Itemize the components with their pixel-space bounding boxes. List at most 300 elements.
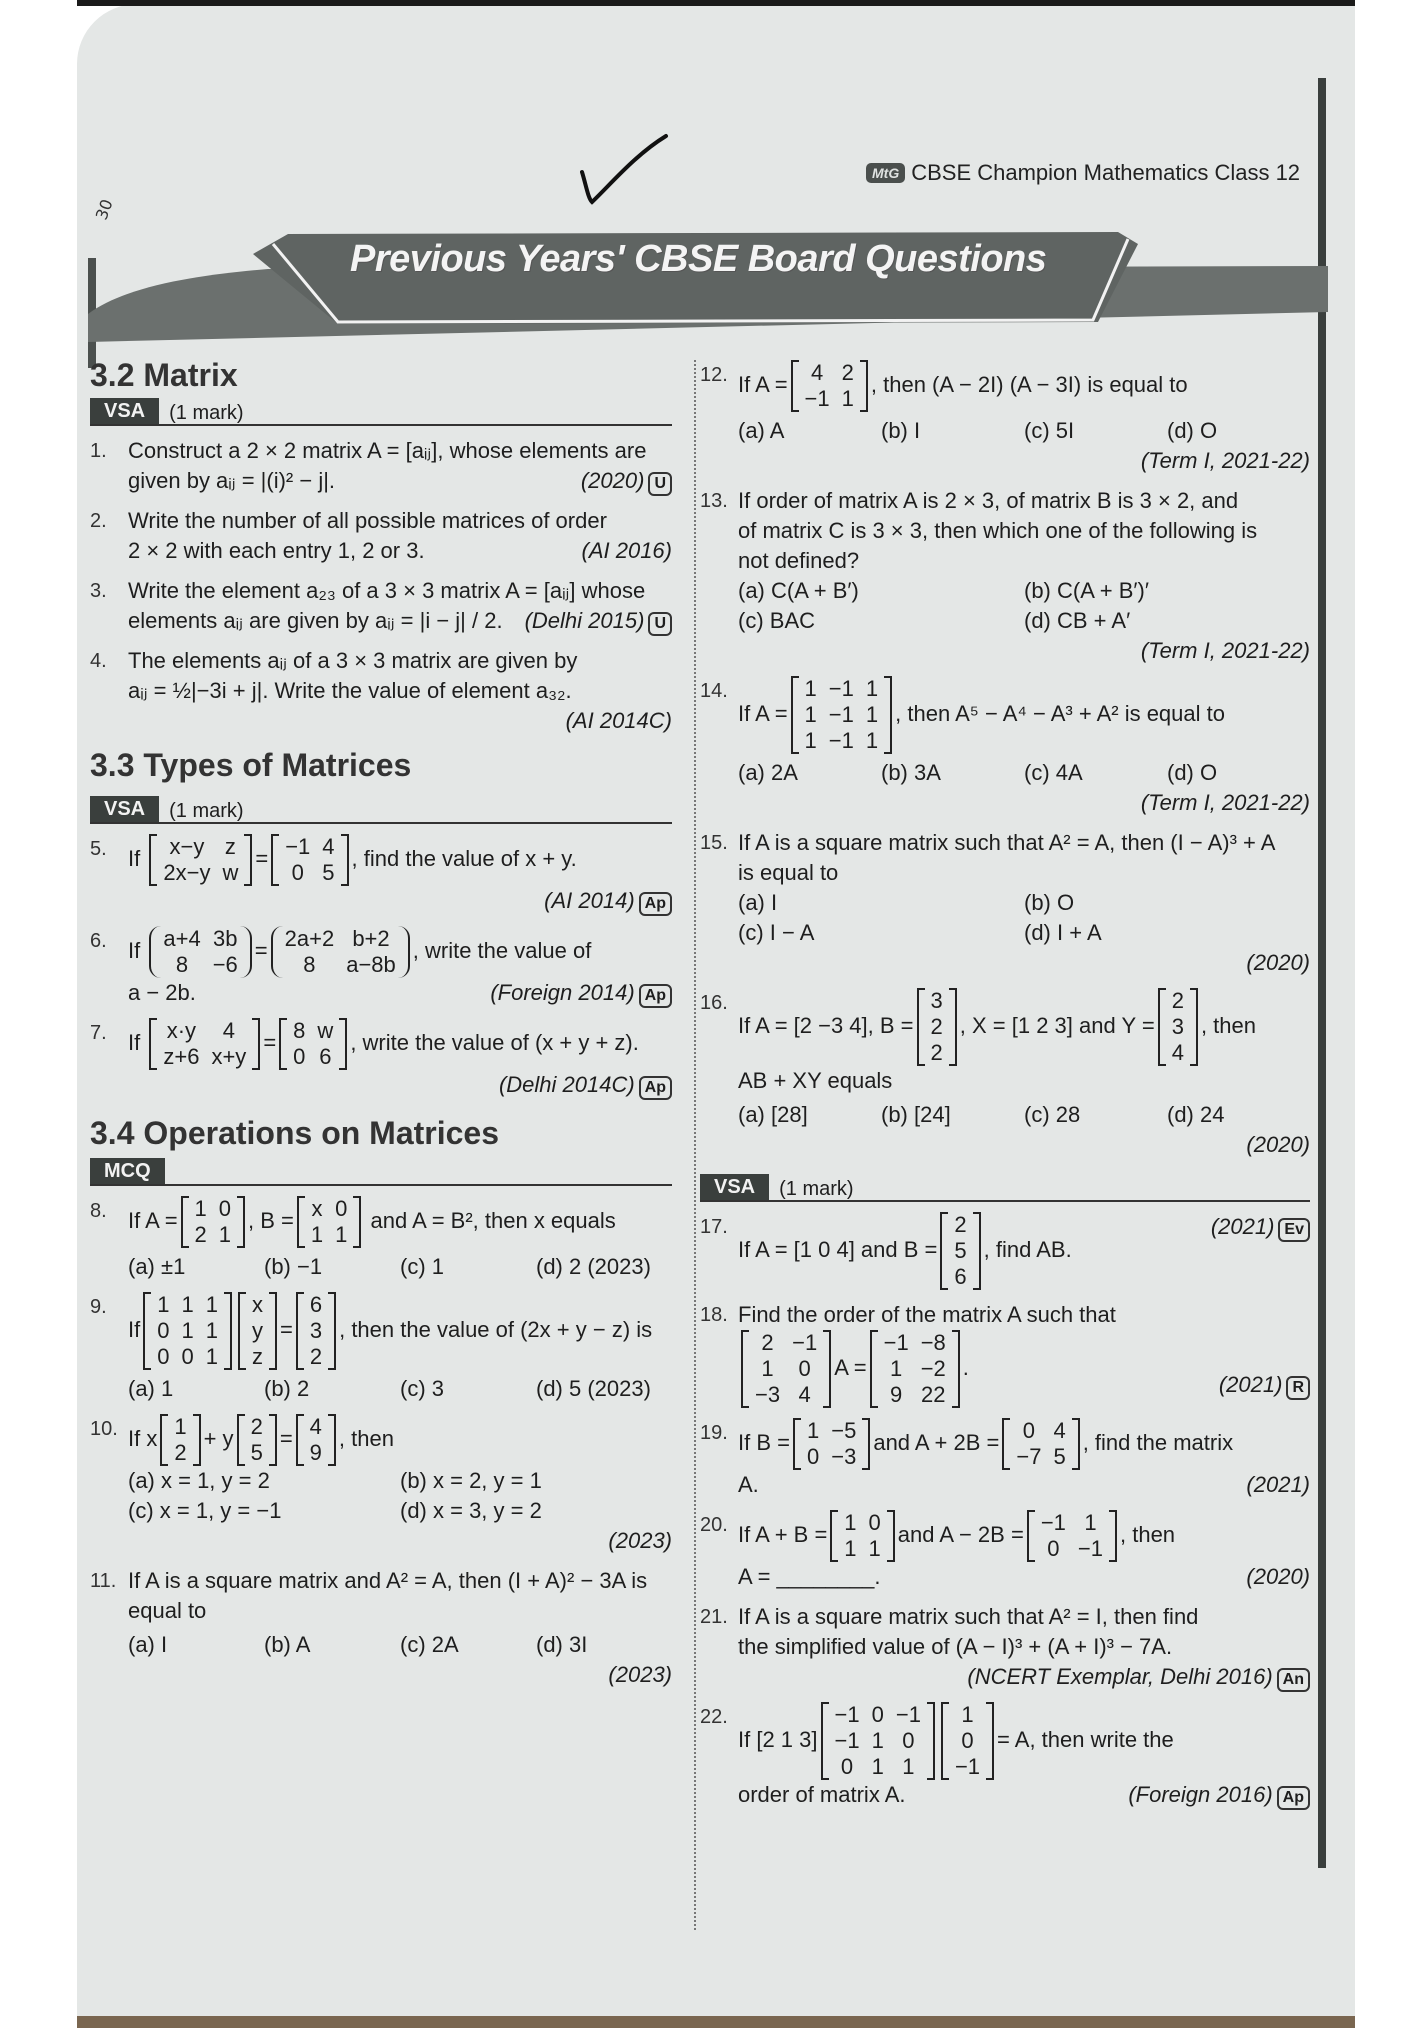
answer-option: (c) BAC [738,608,815,633]
answer-option: (b) C(A + B′)′ [1024,578,1149,603]
apply-badge: Ap [639,892,672,916]
answer-option: (c) x = 1, y = −1 [128,1498,282,1523]
answer-option: (a) A [738,418,785,443]
matrix-column [823,676,860,754]
matrix-entry: x [251,1292,263,1317]
page-number: 30 [91,196,117,223]
matrix-entry: 1 [194,1196,207,1221]
answer-option: (d) O [1167,418,1218,443]
text: Construct a 2 × 2 matrix A = [aᵢⱼ], whose elements are [128,438,647,463]
text: (AI 2014) [544,888,635,913]
answer-option: (b) 2 [264,1376,310,1401]
question-7: 7. If x·y z+6 4 x+y = 8 0 w 6 , write the value of (x + y + z). (Delhi 2014C) Ap [90,1018,672,1100]
answer-option: (a) I [738,890,778,915]
matrix-column [825,1418,862,1470]
matrix-column [189,1196,213,1248]
matrix-entry: 1 [844,1536,857,1561]
text: equal to [128,1598,207,1623]
matrix-column [151,1292,175,1370]
analyse-badge: An [1277,1668,1310,1692]
matrix-entry: 0 [1022,1418,1036,1443]
answer-option: (b) O [1024,890,1075,915]
matrix-entry: −1 [834,1728,860,1753]
apply-badge: Ap [639,1076,672,1100]
matrix-column [287,1018,311,1070]
text: If A is a square matrix and A² = A, then (I + A)² − 3A is [128,1568,648,1593]
text: (2020) [1246,950,1310,975]
matrix [149,834,252,886]
matrix [181,1196,246,1248]
matrix [149,1018,260,1070]
section-heading-3-3 [90,747,672,783]
text: , then [338,1425,394,1451]
text: the simplified value of (A − I)³ + (A + I)³ − 7A. [738,1634,1173,1659]
matrix [830,1510,895,1562]
text: , find the matrix [1082,1429,1234,1455]
answer-option: (a) C(A + B′) [738,578,859,603]
matrix-column [915,1330,952,1408]
answer-option: (a) I [128,1632,168,1657]
text: 3.2 [90,357,135,393]
answer-option: (a) ±1 [128,1254,186,1279]
answer-option: (b) I [881,418,921,443]
answer-option: (c) 5I [1024,418,1075,443]
matrix-column [801,1418,825,1470]
text: If A = [2 −3 4], B = [738,1012,914,1038]
text: (NCERT Exemplar, Delhi 2016) [967,1664,1273,1689]
matrix-entry: 1 [841,386,854,411]
answer-options [738,576,1310,636]
matrix-entry: 1 [871,1754,884,1779]
text: If order of matrix A is 2 × 3, of matrix B is 3 × 2, and [738,488,1239,513]
text: 8. [90,1200,107,1222]
question-19 [700,1418,1310,1500]
matrix-entry: x−y [169,834,205,859]
text: 13. [700,490,728,512]
answer-options [128,1252,672,1282]
text: a − 2b. [128,980,196,1005]
matrix-column [279,926,341,978]
matrix-column [948,1212,972,1290]
answer-option: (a) [28] [738,1102,808,1127]
text: 3. [90,580,107,602]
answer-options [738,416,1310,446]
apply-badge: Ap [1277,1786,1310,1810]
text: If A is a square matrix such that A² = I, then find [738,1604,1199,1629]
matrix-entry: 1 [865,702,879,727]
text: (2020) [1246,1132,1310,1157]
text: 3.4 [90,1115,135,1151]
answer-options [128,1374,672,1404]
text: If [128,1029,141,1055]
matrix-column [304,1414,328,1466]
matrix-column [216,834,244,886]
question-6: 6. If a+4 8 3b −6 = 2a+2 8 b+2 a−8b , write the value of a − 2b. (Foreign 2014) Ap [90,926,672,1008]
matrix-entry: 1 [890,1356,903,1381]
matrix-entry: 1 [761,1356,774,1381]
table-surface [77,2016,1355,2028]
text: 10. [90,1418,118,1440]
matrix-entry: x [311,1196,323,1221]
matrix [870,1330,960,1408]
text: (2023) [608,1528,672,1553]
matrix-column [1166,988,1190,1066]
answer-option: (c) 28 [1024,1102,1081,1127]
text: 1. [90,440,107,462]
matrix-entry: −8 [920,1330,946,1355]
matrix-entry: 1 [865,728,879,753]
matrix-column [749,1330,786,1408]
vsa-tag: VSA [90,398,159,424]
matrix-entry: −1 [804,386,830,411]
matrix-column [168,1414,192,1466]
matrix-column [1072,1510,1109,1562]
question-9: 9. If 1 0 0 1 1 0 1 1 1 x y z = 6 3 2 , then the value of (2x + y − z) is (a) 1 (b) 2 (c) 3 (d) 5 (2023) [90,1292,672,1404]
text: and A − 2B = [897,1521,1024,1547]
text: (1 mark) [169,402,244,424]
matrix-entry: 0 [798,1356,811,1381]
right-page-edge [1318,78,1326,1868]
matrix-entry: 5 [322,860,335,885]
matrix [821,1702,935,1780]
matrix-entry: 1 [871,1728,884,1753]
matrix-entry: 4 [222,1018,235,1043]
text: If A = [738,700,788,726]
matrix-entry: 2 [250,1414,263,1439]
text: The elements aᵢⱼ of a 3 × 3 matrix are given by [128,648,578,673]
matrix-entry: −1 [828,676,854,701]
matrix-entry: 4 [810,360,824,385]
answer-option: (b) −1 [264,1254,323,1279]
matrix-entry: 1 [181,1318,194,1343]
matrix-column [878,1330,915,1408]
text: If [2 1 3] [738,1726,818,1752]
matrix-entry: −1 [792,1330,818,1355]
matrix-entry: −1 [895,1702,921,1727]
text: 9. [90,1296,107,1318]
question-5: 5. If x−y 2x−y z w = −1 0 4 5 , find the value of x + y. (AI 2014) Ap [90,834,672,916]
matrix [279,1018,347,1070]
matrix [791,676,893,754]
matrix-entry: 0 [157,1344,170,1369]
matrix-column [213,1196,237,1248]
text: 20. [700,1514,728,1536]
text: 4. [90,650,107,672]
matrix-entry: 2 [841,360,854,385]
text: , then A⁵ − A⁴ − A³ + A² is equal to [895,700,1225,726]
matrix-entry: 22 [921,1382,946,1407]
matrix-entry: 1 [865,676,879,701]
column-divider [694,360,696,1930]
text: not defined? [738,548,860,573]
matrix-entry: 3 [309,1318,323,1343]
matrix-entry: −7 [1016,1444,1042,1469]
matrix-entry: 2 [954,1212,967,1237]
text: aᵢⱼ = ½|−3i + j|. Write the value of element a₃₂. [128,678,572,703]
matrix-column [1047,1418,1071,1470]
question-22 [700,1702,1310,1810]
question-18: 18. Find the order of the matrix A such that 2 1 −3 −1 0 4 A = −1 1 9 −8 −2 22 . (2021) R [700,1300,1310,1408]
answer-option: (c) 4A [1024,760,1083,785]
text: Matrix [143,357,238,393]
matrix-entry: z [224,834,236,859]
matrix-entry: 1 [804,728,817,753]
answer-option: (b) x = 2, y = 1 [400,1468,542,1493]
text: If A + B = [738,1521,828,1547]
matrix-entry: 2 [1171,988,1184,1013]
matrix-entry: 6 [954,1264,967,1289]
matrix-entry: 2 [174,1440,187,1465]
text: If [128,1316,141,1342]
text: Write the element a₂₃ of a 3 × 3 matrix A = [aᵢⱼ] whose [128,578,646,603]
matrix [237,1414,277,1466]
matrix-entry: −3 [831,1444,857,1469]
text: 18. [700,1304,728,1326]
text: A. [738,1472,759,1497]
text: MCQ [90,1158,165,1184]
text: AB + XY equals [738,1068,893,1093]
text: If A = [738,371,788,397]
page-top-edge [77,0,1355,6]
matrix-entry: 4 [1053,1418,1066,1443]
matrix-entry: 2 [309,1344,323,1369]
matrix-entry: −5 [831,1418,857,1443]
text: VSA [90,796,159,822]
text: , write the value of (x + y + z). [350,1029,639,1055]
matrix-column [329,1196,353,1248]
matrix-entry: 0 [1047,1536,1060,1561]
matrix-entry: 3b [212,926,238,951]
text: , write the value of [412,937,592,963]
remember-badge: R [1286,1376,1310,1400]
text: , X = [1 2 3] and Y = [959,1012,1155,1038]
text: (2023) [608,1662,672,1687]
answer-option: (c) I − A [738,920,815,945]
text: 21. [700,1606,728,1628]
matrix-entry: z+6 [163,1044,200,1069]
matrix-entry: 2 [194,1222,207,1247]
matrix [297,1196,362,1248]
question-1 [90,436,672,496]
answer-option: (b) 3A [881,760,941,785]
matrix-column [157,926,206,978]
text: 22. [700,1706,728,1728]
matrix-entry: 4 [798,1382,811,1407]
matrix-entry: 1 [205,1318,218,1343]
matrix-entry: 8 [293,1018,306,1043]
text: (Foreign 2014) [490,980,635,1005]
matrix-entry: 2 [930,1014,943,1039]
text: Write the number of all possible matrices of order [128,508,607,533]
matrix-column [838,1510,862,1562]
matrix [791,360,868,412]
matrix-entry: 0 [868,1510,881,1535]
text: (1 mark) [779,1178,854,1200]
matrix-entry: −1 [828,702,854,727]
answer-options [738,888,1310,948]
section-heading-3-2 [90,357,672,393]
text: If B = [738,1429,790,1455]
matrix-entry: −1 [1040,1510,1066,1535]
matrix-entry: 6 [309,1292,323,1317]
text: = A, then write the [997,1726,1174,1752]
text: (2020) [580,468,645,493]
matrix [941,1702,994,1780]
matrix-entry: 2x−y [163,860,211,885]
text: elements aᵢⱼ are given by aᵢⱼ = |i − j| / 2. [128,608,503,633]
matrix-column [1035,1510,1072,1562]
answer-option: (d) I + A [1024,920,1102,945]
text: , then [1120,1521,1176,1547]
matrix-entry: z [251,1344,263,1369]
matrix [296,1414,336,1466]
matrix [1158,988,1198,1066]
matrix [149,926,251,978]
answer-option: (a) x = 1, y = 2 [128,1468,270,1493]
matrix-column [157,834,216,886]
apply-badge: Ap [639,984,672,1008]
evaluate-badge: Ev [1278,1218,1310,1242]
matrix-entry: 8 [175,952,189,977]
answer-option: (c) 1 [400,1254,444,1279]
matrix-column [279,834,316,886]
question-10: 10. If x 1 2 + y 2 5 = 4 9 , then (a) x = 1, y = 2 (b) x = 2, y = 1 (c) x = 1, y = −1 (d) x = 3, y = 2 (2023) [90,1414,672,1556]
question-8 [90,1196,672,1282]
matrix-entry: −1 [828,728,854,753]
matrix-entry: a+4 [163,926,201,951]
answer-option: (d) 2 (2023) [536,1254,651,1279]
matrix-entry: −6 [212,952,238,977]
matrix-column [829,1702,866,1780]
matrix-entry: 1 [218,1222,232,1247]
answer-option: (d) 24 [1167,1102,1225,1127]
text: and A = B², then x equals [370,1207,616,1233]
matrix-column [205,1018,252,1070]
checkmark-icon [580,130,670,210]
understand-badge: U [648,472,672,496]
text: , B = [248,1207,294,1233]
matrix-entry: 1 [335,1222,348,1247]
matrix-entry: w [222,860,239,885]
text: If A = [1 0 4] and B = [738,1236,938,1262]
text: If x [128,1425,158,1451]
matrix-entry: 0 [181,1344,194,1369]
text: (2021) [1218,1372,1283,1397]
answer-options [738,758,1310,788]
text: + y [203,1425,234,1451]
text: (AI 2014C) [565,708,672,733]
book-brand [866,160,1300,186]
matrix-entry: −1 [1077,1536,1103,1561]
matrix-entry: 9 [890,1382,903,1407]
matrix-entry: 8 [303,952,316,977]
matrix-entry: 1 [804,702,817,727]
answer-option: (b) [24] [881,1102,951,1127]
matrix-entry: 0 [157,1318,170,1343]
matrix-column [340,926,402,978]
question-3 [90,576,672,636]
matrix-column [860,676,884,754]
matrix-entry: 9 [309,1440,322,1465]
text: VSA [700,1174,769,1200]
matrix [917,988,957,1066]
text: Types of Matrices [143,747,412,783]
matrix-column [925,988,949,1066]
matrix-entry: 2 [930,1040,943,1065]
text: (Term I, 2021-22) [1140,790,1310,815]
matrix-entry: 1 [868,1536,881,1561]
text: A = [834,1354,867,1380]
matrix-column [304,1292,328,1370]
matrix-entry: 4 [322,834,335,859]
question-14 [700,676,1310,818]
text: , find the value of x + y. [351,845,577,871]
matrix-entry: 1 [310,1222,324,1247]
question-11 [90,1566,672,1690]
matrix-entry: 1 [181,1292,194,1317]
matrix-column [305,1196,329,1248]
answer-option: (a) 2A [738,760,798,785]
text: (2020) [1246,1564,1310,1589]
matrix-entry: 6 [319,1044,332,1069]
matrix-entry: x+y [211,1044,247,1069]
matrix-entry: 0 [293,1044,306,1069]
question-4 [90,646,672,736]
matrix-entry: 0 [961,1728,974,1753]
text: (2021) [1246,1472,1310,1497]
matrix-entry: 4 [309,1414,322,1439]
matrix-entry: 0 [840,1754,854,1779]
question-13 [700,486,1310,666]
matrix-entry: 1 [157,1292,170,1317]
vsa-header [700,1174,1310,1202]
matrix-entry: 1 [205,1292,218,1317]
matrix [940,1212,980,1290]
matrix-entry: 0 [902,1728,915,1753]
text: , find AB. [983,1236,1072,1262]
text: If A is a square matrix such that A² = A, then (I − A)³ + A [738,830,1276,855]
matrix-entry: 2a+2 [284,926,335,951]
matrix-entry: 1 [806,1418,820,1443]
section-heading-3-4 [90,1115,672,1151]
matrix-entry: b+2 [352,926,390,951]
question-20 [700,1510,1310,1592]
matrix-entry: 5 [250,1440,263,1465]
matrix-entry: x·y [166,1018,197,1043]
text: Operations on Matrices [143,1115,500,1151]
vsa-header [90,796,672,824]
matrix-column [200,1292,224,1370]
matrix-column [207,926,244,978]
right-column [700,360,1310,1820]
matrix-entry: 0 [291,860,304,885]
question-15 [700,828,1310,978]
answer-option: (b) A [264,1632,311,1657]
matrix-column [1010,1418,1047,1470]
matrix-entry: −1 [285,834,311,859]
text: (2021) [1210,1214,1275,1239]
matrix-column [949,1702,986,1780]
matrix-entry: 0 [218,1196,232,1221]
text: (Term I, 2021-22) [1140,448,1310,473]
text: (1 mark) [169,800,244,822]
matrix-entry: 5 [1053,1444,1066,1469]
text: (AI 2016) [581,538,672,563]
answer-option: (c) 3 [400,1376,444,1401]
text: (Delhi 2015) [524,608,645,633]
answer-option: (d) CB + A′ [1024,608,1131,633]
matrix-entry: 1 [804,676,817,701]
